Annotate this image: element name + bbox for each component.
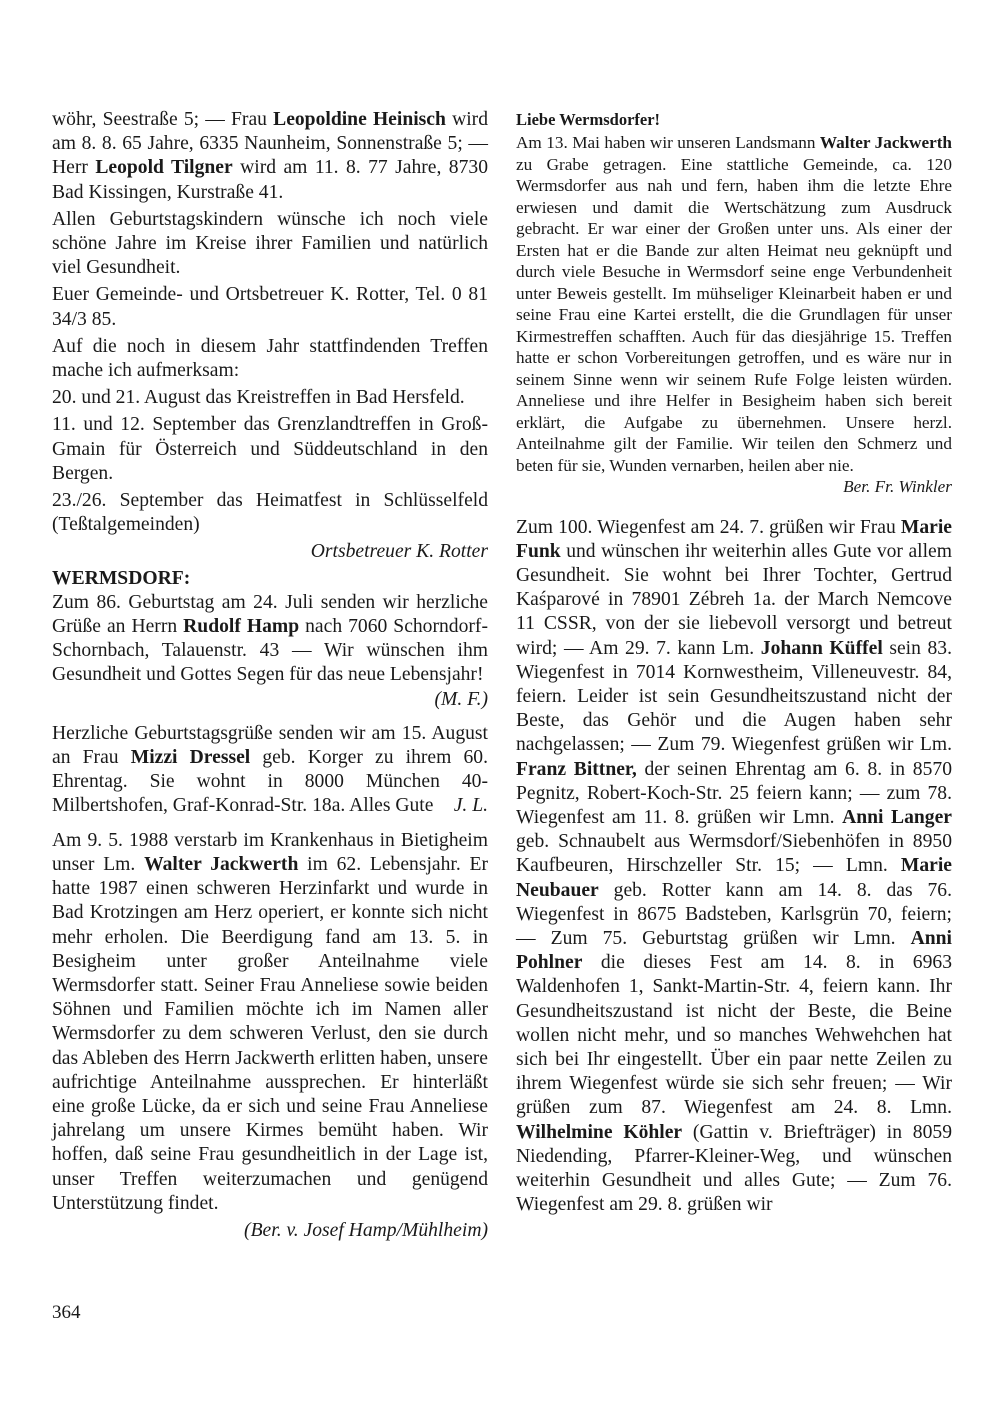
birthday-paragraph-1: wöhr, Seestraße 5; — Frau Leopoldine Heinisch wird am 8. 8. 65 Jahre, 6335 Naunheim, Sonnenstraße 5; — Herr Leopold Tilgner wird am 11. 8. 77 Jahre, 8730 Bad Kissingen, Kurstraße 41.: [52, 109, 488, 203]
birthday-paragraph-2: Zum 86. Geburtstag am 24. Juli senden wir herzliche Grüße an Herrn Rudolf Hamp nach 7060 Schorndorf-Schornbach, Talauenstr. 43 — Wir wünschen ihm Gesundheit und Gottes Segen für das neue Lebensjahr! (M. F.): [52, 591, 488, 712]
person-name: Anni Langer: [842, 806, 952, 828]
event-item: 20. und 21. August das Kreistreffen in Bad Hersfeld.: [52, 387, 465, 409]
page-number: 364: [52, 1302, 81, 1323]
person-name: Mizzi Dressel: [130, 747, 251, 769]
letter-paragraph: Am 13. Mai haben wir unseren Landsmann Walter Jackwerth zu Grabe getragen. Eine stattliche Gemeinde, ca. 120 Wermsdorfer aus nah und fern, haben ihm die letzte Ehre erwiesen und damit die Wertschätzung zum Ausdruck gebracht. Er war einer der Großen unter uns. Als einer der Ersten hat er die Bande zur alten Heimat neu geknüpft und durch viele Besuche in Wermsdorf seine enge Verbundenheit unter Beweis gestellt. Im mühseliger Kleinarbeit haben er und seine Frau eine Kartei erstellt, die die Grundlagen für unser Kirmestreffen schafften. Auch für das diesjährige 15. Treffen hatte er schon Vorbereitungen getroffen, und es wäre nur in seinem Sinne wenn wir seinem Rufe Folge leisten würden. Anneliese und ihre Helfer in Besigheim haben sich bereit erklärt, die Aufgabe zu übernehmen. Unsere herzl. Anteilnahme gilt der Familie. Wir teilen den Schmerz und beten für sie, Wunden vernarben, heilen aber nie. Ber. Fr. Winkler: [516, 133, 952, 496]
birthday-paragraph-3: Herzliche Geburtstagsgrüße senden wir am 15. August an Frau Mizzi Dressel geb. Korger zu ihrem 60. Ehrentag. Sie wohnt in 8000 München 40-Milbertshofen, Graf-Konrad-Str. 18a. Alles Gute J. L.: [52, 722, 488, 819]
signature: (Ber. v. Josef Hamp/Mühlheim): [244, 1219, 488, 1241]
person-name: Franz Bittner,: [516, 758, 637, 780]
contact-paragraph: Euer Gemeinde- und Ortsbetreuer K. Rotter, Tel. 0 81 34/3 85.: [52, 284, 488, 330]
person-name: Rudolf Hamp: [183, 616, 300, 638]
person-name: Walter Jackwerth: [144, 853, 299, 875]
right-column: [516, 108, 952, 1217]
person-name: Leopoldine Heinisch: [273, 109, 446, 130]
person-name: Leopold Tilgner: [95, 157, 233, 179]
person-name: Johann Küffel: [760, 637, 883, 659]
signature: Ortsbetreuer K. Rotter: [310, 541, 488, 563]
events-intro: Auf die noch in diesem Jahr stattfindenden Treffen mache ich aufmerksam:: [52, 335, 488, 382]
event-item: 23./26. September das Heimatfest in Schlüsselfeld (Teßtalgemeinden): [52, 490, 488, 536]
letter-heading: Liebe Wermsdorfer!: [516, 110, 661, 129]
signature: Ber. Fr. Winkler: [843, 477, 952, 496]
event-item: 11. und 12. September das Grenzlandtreffen in Groß-Gmain für Österreich und Süddeutschland in den Bergen.: [52, 414, 488, 484]
person-name: Walter Jackwerth: [819, 133, 952, 152]
wishes-paragraph: Allen Geburtstagskindern wünsche ich noch viele schöne Jahre im Kreise ihrer Familien und natürlich viel Gesundheit.: [52, 208, 488, 279]
signature: J. L.: [453, 795, 488, 817]
person-name: Wilhelmine Köhler: [516, 1121, 683, 1143]
person-name: Anni Pohlner: [516, 927, 952, 974]
obituary-paragraph: Am 9. 5. 1988 verstarb im Krankenhaus in Bietigheim unser Lm. Walter Jackwerth im 62. Lebensjahr. Er hatte 1987 einen schweren Herzinfarkt und wurde in Bad Krotzingen am Herz operiert, er konnte sich nicht mehr erholen. Die Beerdigung fand am 13. 5. in Besigheim unter großer Anteilnahme viele Wermsdorfer statt. Seiner Frau Anneliese sowie beiden Söhnen und Familien möchte ich im Namen aller Wermsdorfer zu dem schweren Verlust, den sie durch das Ableben des Herrn Jackwerth erlitten haben, unsere aufrichtige Anteilnahme aussprechen. Er hinterläßt eine große Lücke, da er sich und seine Frau Anneliese jahrelang um unsere Kirmes bemüht haben. Wir hoffen, daß seine Frau gesundheitlich in der Lage ist, unser Treffen weiterzumachen und genügend Unterstützung findet.: [52, 829, 488, 1214]
birthday-list-paragraph: Zum 100. Wiegenfest am 24. 7. grüßen wir Frau Marie Funk und wünschen ihr weiterhin alles Gute vor allem Gesundheit. Sie wohnt bei Ihrer Tochter, Gertrud Kaśparové in 78901 Zébreh 1a. der March Nemcove 11 CSSR, von der sie liebevoll versorgt und betreut wird; — Am 29. 7. kann Lm. Johann Küffel sein 83. Wiegenfest in 7014 Kornwestheim, Villeneuvestr. 84, feiern. Leider ist sein Gesundheitszustand nicht der Beste, das Gehör und die Augen haben sehr nachgelassen; — Zum 79. Wiegenfest grüßen wir Lm. Franz Bittner, der seinen Ehrentag am 6. 8. in 8570 Pegnitz, Robert-Koch-Str. 25 feiern kann; — zum 78. Wiegenfest am 11. 8. grüßen wir Lmn. Anni Langer geb. Schnaubelt aus Wermsdorf/Siebenhöfen in 8950 Kaufbeuren, Hirschzeller Str. 15; — Lmn. Marie Neubauer geb. Rotter kann am 14. 8. das 76. Wiegenfest in 8675 Badsteben, Karlsgrün 70, feiern; — Zum 75. Geburtstag grüßen wir Lmn. Anni Pohlner die dieses Fest am 14. 8. in 6963 Waldenhofen 1, Sankt-Martin-Str. 4, feiern kann. Ihr Gesundheitszustand ist nicht der Beste, die Beine wollen nicht mehr, und so manches Wehwehchen hat sich bei Ihr eingestellt. Über ein paar nette Zeilen zu ihrem Wiegenfest würde sie sich sehr freuen; — Wir grüßen zum 87. Wiegenfest am 24. 8. Lmn. Wilhelmine Köhler (Gattin v. Briefträger) in 8059 Niedending, Pfarrer-Kleiner-Weg, und wünschen weiterhin Gesundheit und alles Gute; — Zum 76. Wiegenfest am 29. 8. grüßen wir: [516, 516, 952, 1216]
left-column: [52, 108, 488, 1243]
person-name: Marie Neubauer: [516, 855, 952, 901]
person-name: Marie Funk: [516, 516, 952, 562]
section-heading: WERMSDORF:: [52, 567, 191, 589]
signature: (M. F.): [434, 688, 488, 710]
